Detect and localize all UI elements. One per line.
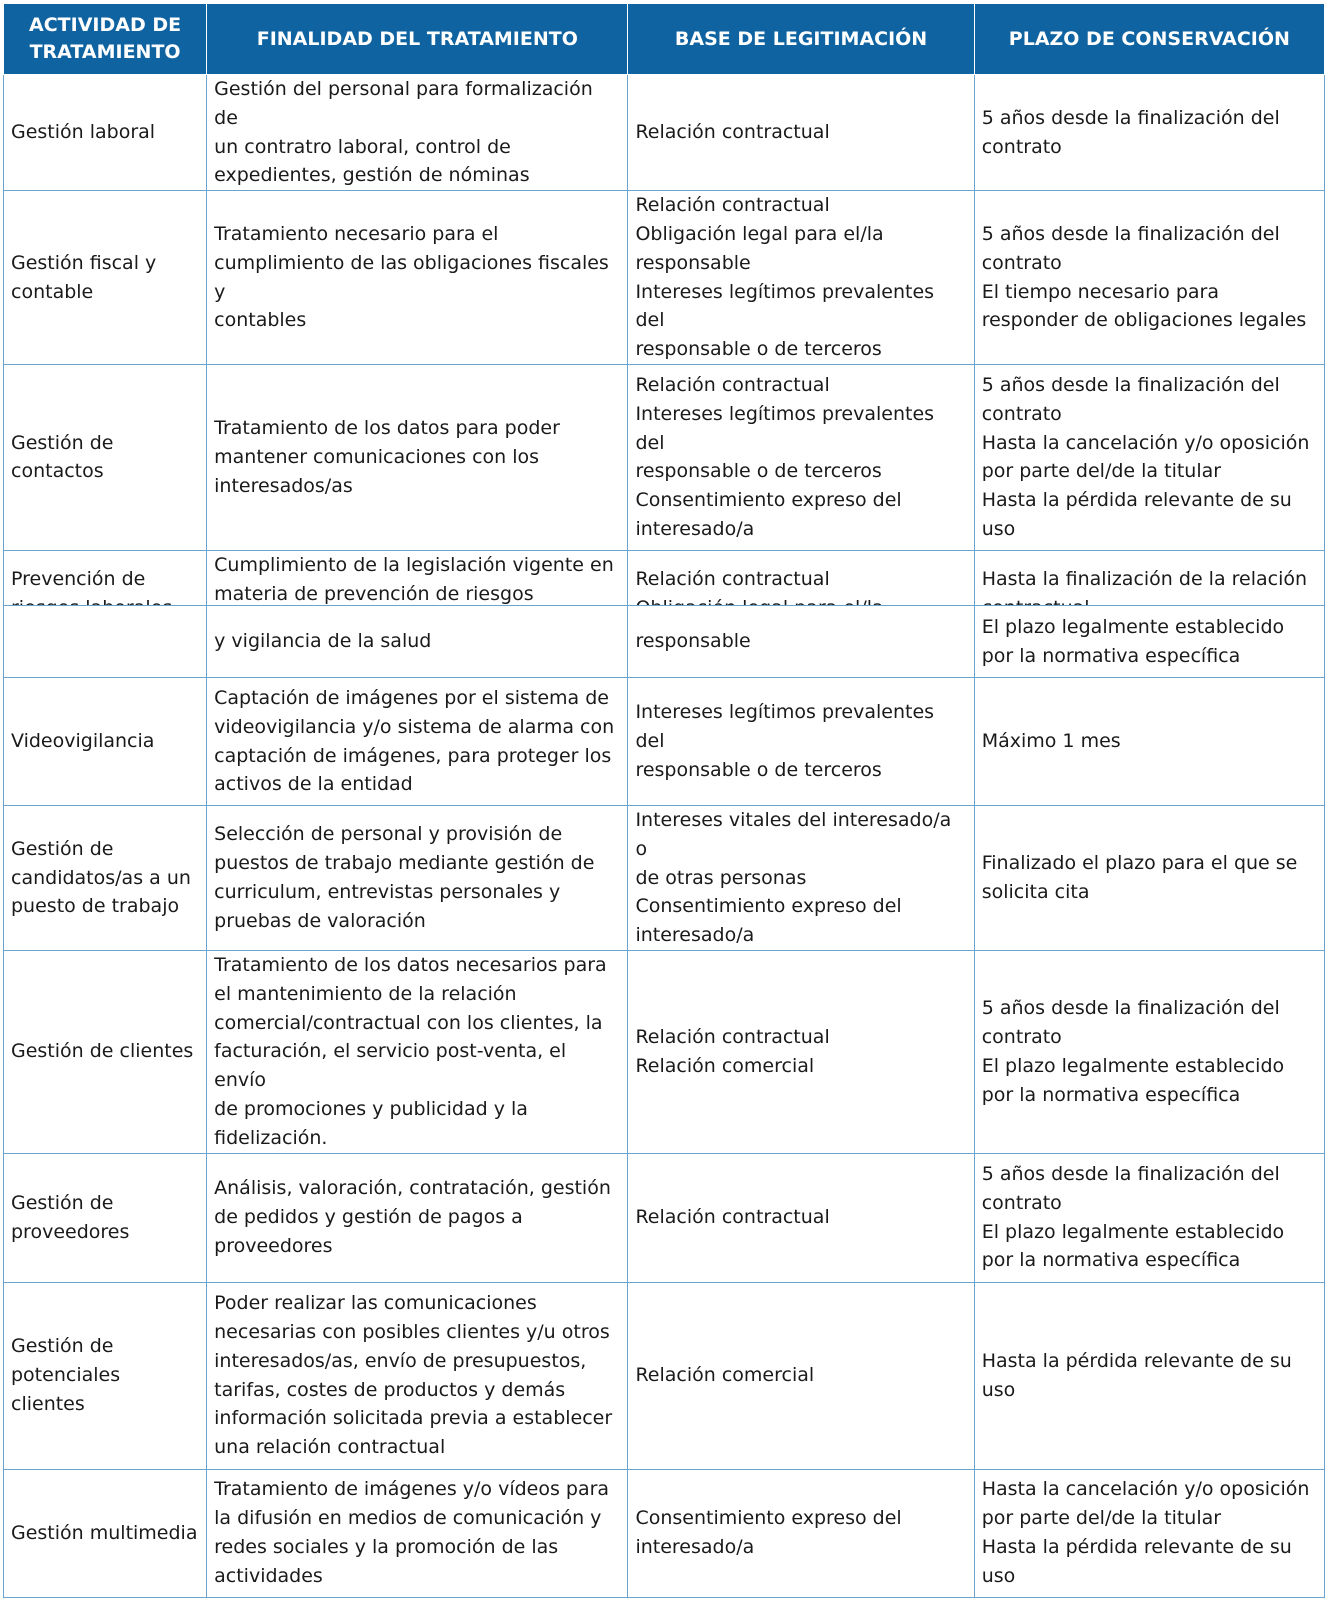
header-actividad-line: ACTIVIDAD DE [29,14,182,36]
cell-actividad [4,191,207,365]
cell-text-line: 5 años desde la finalización del [981,997,1280,1020]
cell-text-line: El plazo legalmente establecido [981,1054,1285,1077]
cell-text-line: El plazo legalmente establecido [981,615,1285,638]
cell-text-line: Videovigilancia [11,730,155,753]
cell-text-line: el mantenimiento de la relación [214,982,517,1005]
cell-text-line: Selección de personal y provisión de [214,823,563,846]
cell-base [628,191,974,365]
cell-text-line: Finalizado el plazo para el que se [981,852,1298,875]
cell-text-line: Hasta la cancelación y/o oposición [981,1478,1310,1501]
cell-plazo [974,75,1324,191]
cell-text-line: la difusión en medios de comunicación y [214,1507,602,1530]
cell-text-line: contactos [11,460,104,483]
cell-text-line: Hasta la cancelación y/o oposición [981,431,1310,454]
cell-text-line: contrato [981,251,1062,274]
cell-text-line: responder de obligaciones legales [981,309,1307,332]
cell-text-line: por la normativa específica [981,644,1241,667]
cell-text-line: Gestión de [11,431,114,454]
cell-text-line: responsable o de terceros [635,338,882,361]
cell-text-line: Relación contractual [635,1025,830,1048]
cell-text-line: 5 años desde la finalización del [981,106,1280,129]
cell-text-line: contrato [981,402,1062,425]
cell-text-line: de pedidos y gestión de pagos a [214,1206,523,1229]
cell-plazo [974,1153,1324,1282]
cell-text-line: Relación contractual [635,374,830,397]
cell-finalidad [207,606,628,678]
cell-finalidad [207,1153,628,1282]
cell-finalidad [207,678,628,806]
cell-text-line: Obligación legal para el/la [635,222,884,245]
table-row [4,1282,1325,1469]
cell-text-line: puestos de trabajo mediante gestión de [214,852,595,875]
cell-text-line: Intereses legítimos prevalentes del [635,701,935,753]
cell-text-line: Máximo 1 mes [981,730,1121,753]
cell-text-line: Tratamiento de los datos para poder [214,417,560,440]
cell-text-line: candidatos/as a un [11,866,191,889]
cell-text-line: responsable [635,251,751,274]
cell-text-line: por la normativa específica [981,1083,1241,1106]
header-actividad [4,4,207,75]
cell-plazo [974,678,1324,806]
table-body-2 [4,606,1325,1598]
cell-text-line: potenciales clientes [11,1364,121,1415]
cell-text-line: Relación contractual [635,194,830,217]
cell-text-line: Hasta la pérdida relevante de su [981,1536,1292,1559]
cell-plazo [974,1469,1324,1597]
cell-text-line: Gestión de [11,837,114,860]
cell-text-line: Gestión de clientes [11,1040,194,1063]
table-row [4,606,1325,678]
cell-text-line: 5 años desde la finalización del [981,1162,1280,1185]
table-row [4,364,1325,550]
cell-base [628,678,974,806]
cell-text-line: El plazo legalmente establecido [981,1220,1285,1243]
cell-text-line: videovigilancia y/o sistema de alarma con [214,715,615,738]
cell-text-line: interesados/as [214,474,353,497]
cell-finalidad [207,1282,628,1469]
cell-text-line: una relación contractual [214,1436,446,1459]
cell-base [628,1153,974,1282]
cell-text-line: contrato [981,135,1062,158]
cell-text-line: pruebas de valoración [214,909,426,932]
table-row [4,191,1325,365]
cell-text-line: puesto de trabajo [11,895,180,918]
cell-text-line: Relación contractual [635,1206,830,1229]
cell-text-line: y vigilancia de la salud [214,630,432,653]
cell-base [628,806,974,951]
table-row [4,678,1325,806]
cell-actividad [4,1282,207,1469]
cell-base [628,1282,974,1469]
cell-text-line: Tratamiento de imágenes y/o vídeos para [214,1478,610,1501]
cell-actividad [4,75,207,191]
treatment-table-part-1 [3,3,1325,638]
table-row [4,1469,1325,1597]
cell-text-line: actividades [214,1564,323,1587]
cell-text-line: responsable [635,630,751,653]
cell-base [628,75,974,191]
cell-text-line: 5 años desde la finalización del [981,374,1280,397]
cell-text-line: información solicitada previa a establecer [214,1407,613,1430]
cell-text-line: interesado/a [635,518,755,541]
cell-text-line: Relación contractual [635,121,830,144]
cell-base [628,950,974,1153]
cell-actividad [4,1469,207,1597]
cell-finalidad [207,950,628,1153]
cell-text-line: Relación comercial [635,1054,815,1077]
cell-text-line: Intereses legítimos prevalentes del [635,402,935,454]
cell-text-line: responsable o de terceros [635,460,882,483]
cell-actividad [4,1153,207,1282]
cell-text-line: de promociones y publicidad y la [214,1097,528,1120]
header-actividad-line: TRATAMIENTO [29,41,181,63]
cell-actividad [4,606,207,678]
cell-text-line: Hasta la finalización de la relación [981,568,1308,591]
cell-text-line: facturación, el servicio post-venta, el envío [214,1040,567,1092]
cell-text-line: uso [981,1564,1016,1587]
cell-text-line: captación de imágenes, para proteger los [214,744,612,767]
cell-text-line: Prevención de [11,568,146,591]
cell-text-line: Gestión de [11,1335,114,1358]
cell-text-line: mantener comunicaciones con los [214,446,540,469]
cell-text-line: solicita cita [981,880,1090,903]
table-row [4,1153,1325,1282]
cell-text-line: cumplimiento de las obligaciones fiscales y [214,251,609,303]
cell-text-line: Poder realizar las comunicaciones [214,1292,537,1315]
cell-finalidad [207,1469,628,1597]
cell-text-line: fidelización. [214,1126,328,1149]
cell-text-line: proveedores [214,1234,333,1257]
header-base: BASE DE LEGITIMACIÓN [628,4,974,75]
cell-text-line: tarifas, costes de productos y demás [214,1378,566,1401]
treatment-table-part-2 [3,605,1325,1598]
cell-text-line: Cumplimiento de la legislación vigente en [214,553,614,576]
cell-text-line: por la normativa específica [981,1249,1241,1272]
cell-plazo [974,364,1324,550]
cell-text-line: redes sociales y la promoción de las [214,1536,559,1559]
cell-plazo [974,950,1324,1153]
cell-text-line: Relación comercial [635,1364,815,1387]
cell-text-line: Tratamiento necesario para el [214,222,499,245]
table-row [4,75,1325,191]
cell-text-line: materia de prevención de riesgos [214,582,534,605]
cell-finalidad [207,75,628,191]
cell-text-line: Relación contractual [635,568,830,591]
cell-text-line: necesarias con posibles clientes y/u otros [214,1320,610,1343]
cell-plazo [974,191,1324,365]
cell-text-line: por parte del/de la titular [981,1507,1222,1530]
cell-text-line: Gestión del personal para formalización de [214,78,593,129]
cell-text-line: comercial/contractual con los clientes, la [214,1011,603,1034]
cell-finalidad [207,364,628,550]
cell-base [628,364,974,550]
cell-text-line: de otras personas [635,866,807,889]
cell-text-line: Captación de imágenes por el sistema de [214,686,609,709]
cell-plazo [974,606,1324,678]
cell-plazo [974,1282,1324,1469]
cell-text-line: interesado/a [635,1536,755,1559]
cell-text-line: curriculum, entrevistas personales y [214,880,561,903]
cell-text-line: Tratamiento de los datos necesarios para [214,953,607,976]
cell-text-line: Consentimiento expreso del [635,895,902,918]
cell-text-line: Gestión fiscal y [11,251,157,274]
cell-finalidad [207,806,628,951]
cell-text-line: por parte del/de la titular [981,460,1222,483]
cell-text-line: Gestión de [11,1191,114,1214]
cell-text-line: interesado/a [635,924,755,947]
cell-text-line: Hasta la pérdida relevante de su [981,489,1292,512]
cell-actividad [4,364,207,550]
cell-base [628,606,974,678]
cell-text-line: Consentimiento expreso del [635,489,902,512]
cell-actividad [4,806,207,951]
cell-text-line: Gestión multimedia [11,1521,198,1544]
cell-text-line: Análisis, valoración, contratación, gestión [214,1177,611,1200]
cell-text-line: Gestión laboral [11,121,156,144]
cell-text-line: Intereses vitales del interesado/a o [635,809,952,860]
cell-text-line: Hasta la pérdida relevante de su [981,1349,1292,1372]
header-row [4,4,1325,75]
cell-text-line: 5 años desde la finalización del [981,222,1280,245]
cell-plazo [974,806,1324,951]
cell-text-line: activos de la entidad [214,773,413,796]
cell-text-line: El tiempo necesario para [981,280,1219,303]
table-body-1 [4,75,1325,638]
cell-text-line: Intereses legítimos prevalentes del [635,280,935,332]
cell-text-line: uso [981,1378,1016,1401]
cell-text-line: expedientes, gestión de nóminas [214,164,530,187]
cell-text-line: contable [11,280,94,303]
cell-base [628,1469,974,1597]
cell-text-line: contrato [981,1025,1062,1048]
cell-finalidad [207,191,628,365]
table-row [4,950,1325,1153]
cell-text-line: interesados/as, envío de presupuestos, [214,1349,587,1372]
header-finalidad: FINALIDAD DEL TRATAMIENTO [207,4,628,75]
cell-text-line: contrato [981,1191,1062,1214]
cell-text-line: proveedores [11,1220,130,1243]
cell-actividad [4,678,207,806]
cell-text-line: uso [981,518,1016,541]
cell-text-line: un contratro laboral, control de [214,135,511,158]
cell-text-line: Consentimiento expreso del [635,1507,902,1530]
header-plazo: PLAZO DE CONSERVACIÓN [974,4,1324,75]
cell-actividad [4,950,207,1153]
cell-text-line: contables [214,309,307,332]
cell-text-line: responsable o de terceros [635,758,882,781]
table-row [4,806,1325,951]
